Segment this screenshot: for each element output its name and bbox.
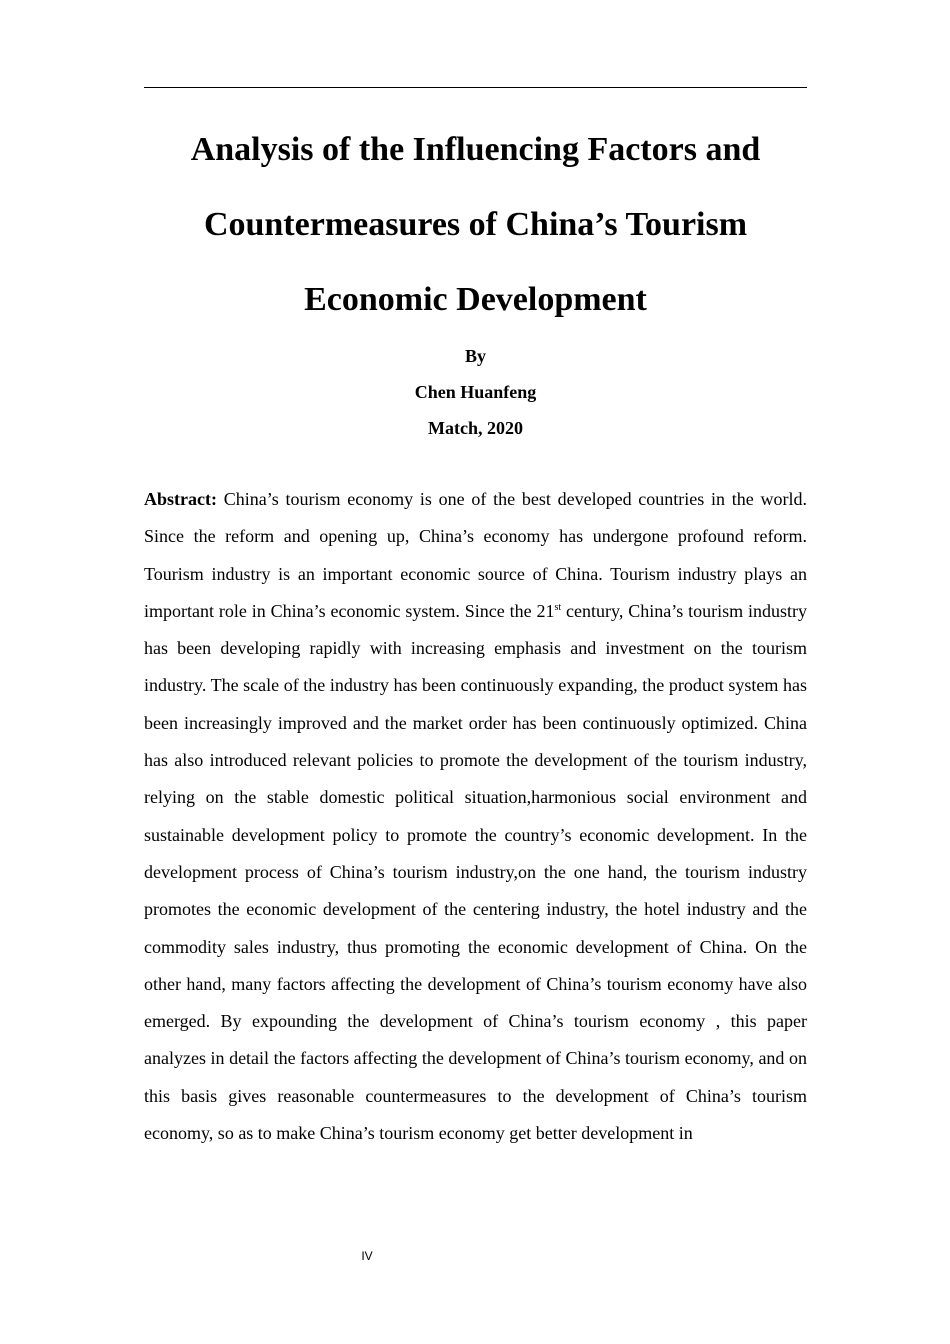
abstract-text-part-2: century, China’s tourism industry has been developing rapidly with increasing emphasis and investment on the tourism industry. The scale of the industry has been continuously expanding, the product system has been increasingly improved and the market order has been continuously optimized. China has also introduced relevant policies to promote the development of the tourism industry, relying on the stable domestic political situation,harmonious social environment and sustainable development policy to promote the country’s economic development. In the development process of China’s tourism industry,on the one hand, the tourism industry promotes the economic development of the centering industry, the hotel industry and the commodity sales industry, thus promoting the economic development of China. On the other hand, many factors affecting the development of China’s tourism economy have also emerged. By expounding the development of China’s tourism economy , this paper analyzes in detail the factors affecting the development of China’s tourism economy, and on this basis gives reasonable countermeasures to the development of China’s tourism economy, so as to make China’s tourism economy get better development in [144, 600, 807, 1144]
title-line-3: Economic Development [304, 281, 647, 318]
byline [144, 338, 807, 446]
publication-date: Match, 2020 [428, 418, 523, 438]
page-number: IV [361, 1249, 373, 1263]
paper-title [144, 112, 807, 337]
title-line-1: Analysis of the Influencing Factors and [190, 131, 761, 168]
title-line-2: Countermeasures of China’s Tourism [203, 206, 748, 243]
abstract-text-part-1: China’s tourism economy is one of the best developed countries in the world. Since the reform and opening up, China’s economy has undergone profound reform. Tourism industry is an important economic source of China. Tourism industry plays an important role in China’s economic system. Since the 21 [144, 489, 807, 621]
by-label: By [464, 346, 486, 366]
abstract-paragraph [144, 481, 807, 1152]
ordinal-suffix: st [554, 601, 562, 613]
abstract-label: Abstract: [144, 489, 217, 509]
header-rule [144, 87, 807, 88]
author-name: Chen Huanfeng [414, 382, 537, 402]
